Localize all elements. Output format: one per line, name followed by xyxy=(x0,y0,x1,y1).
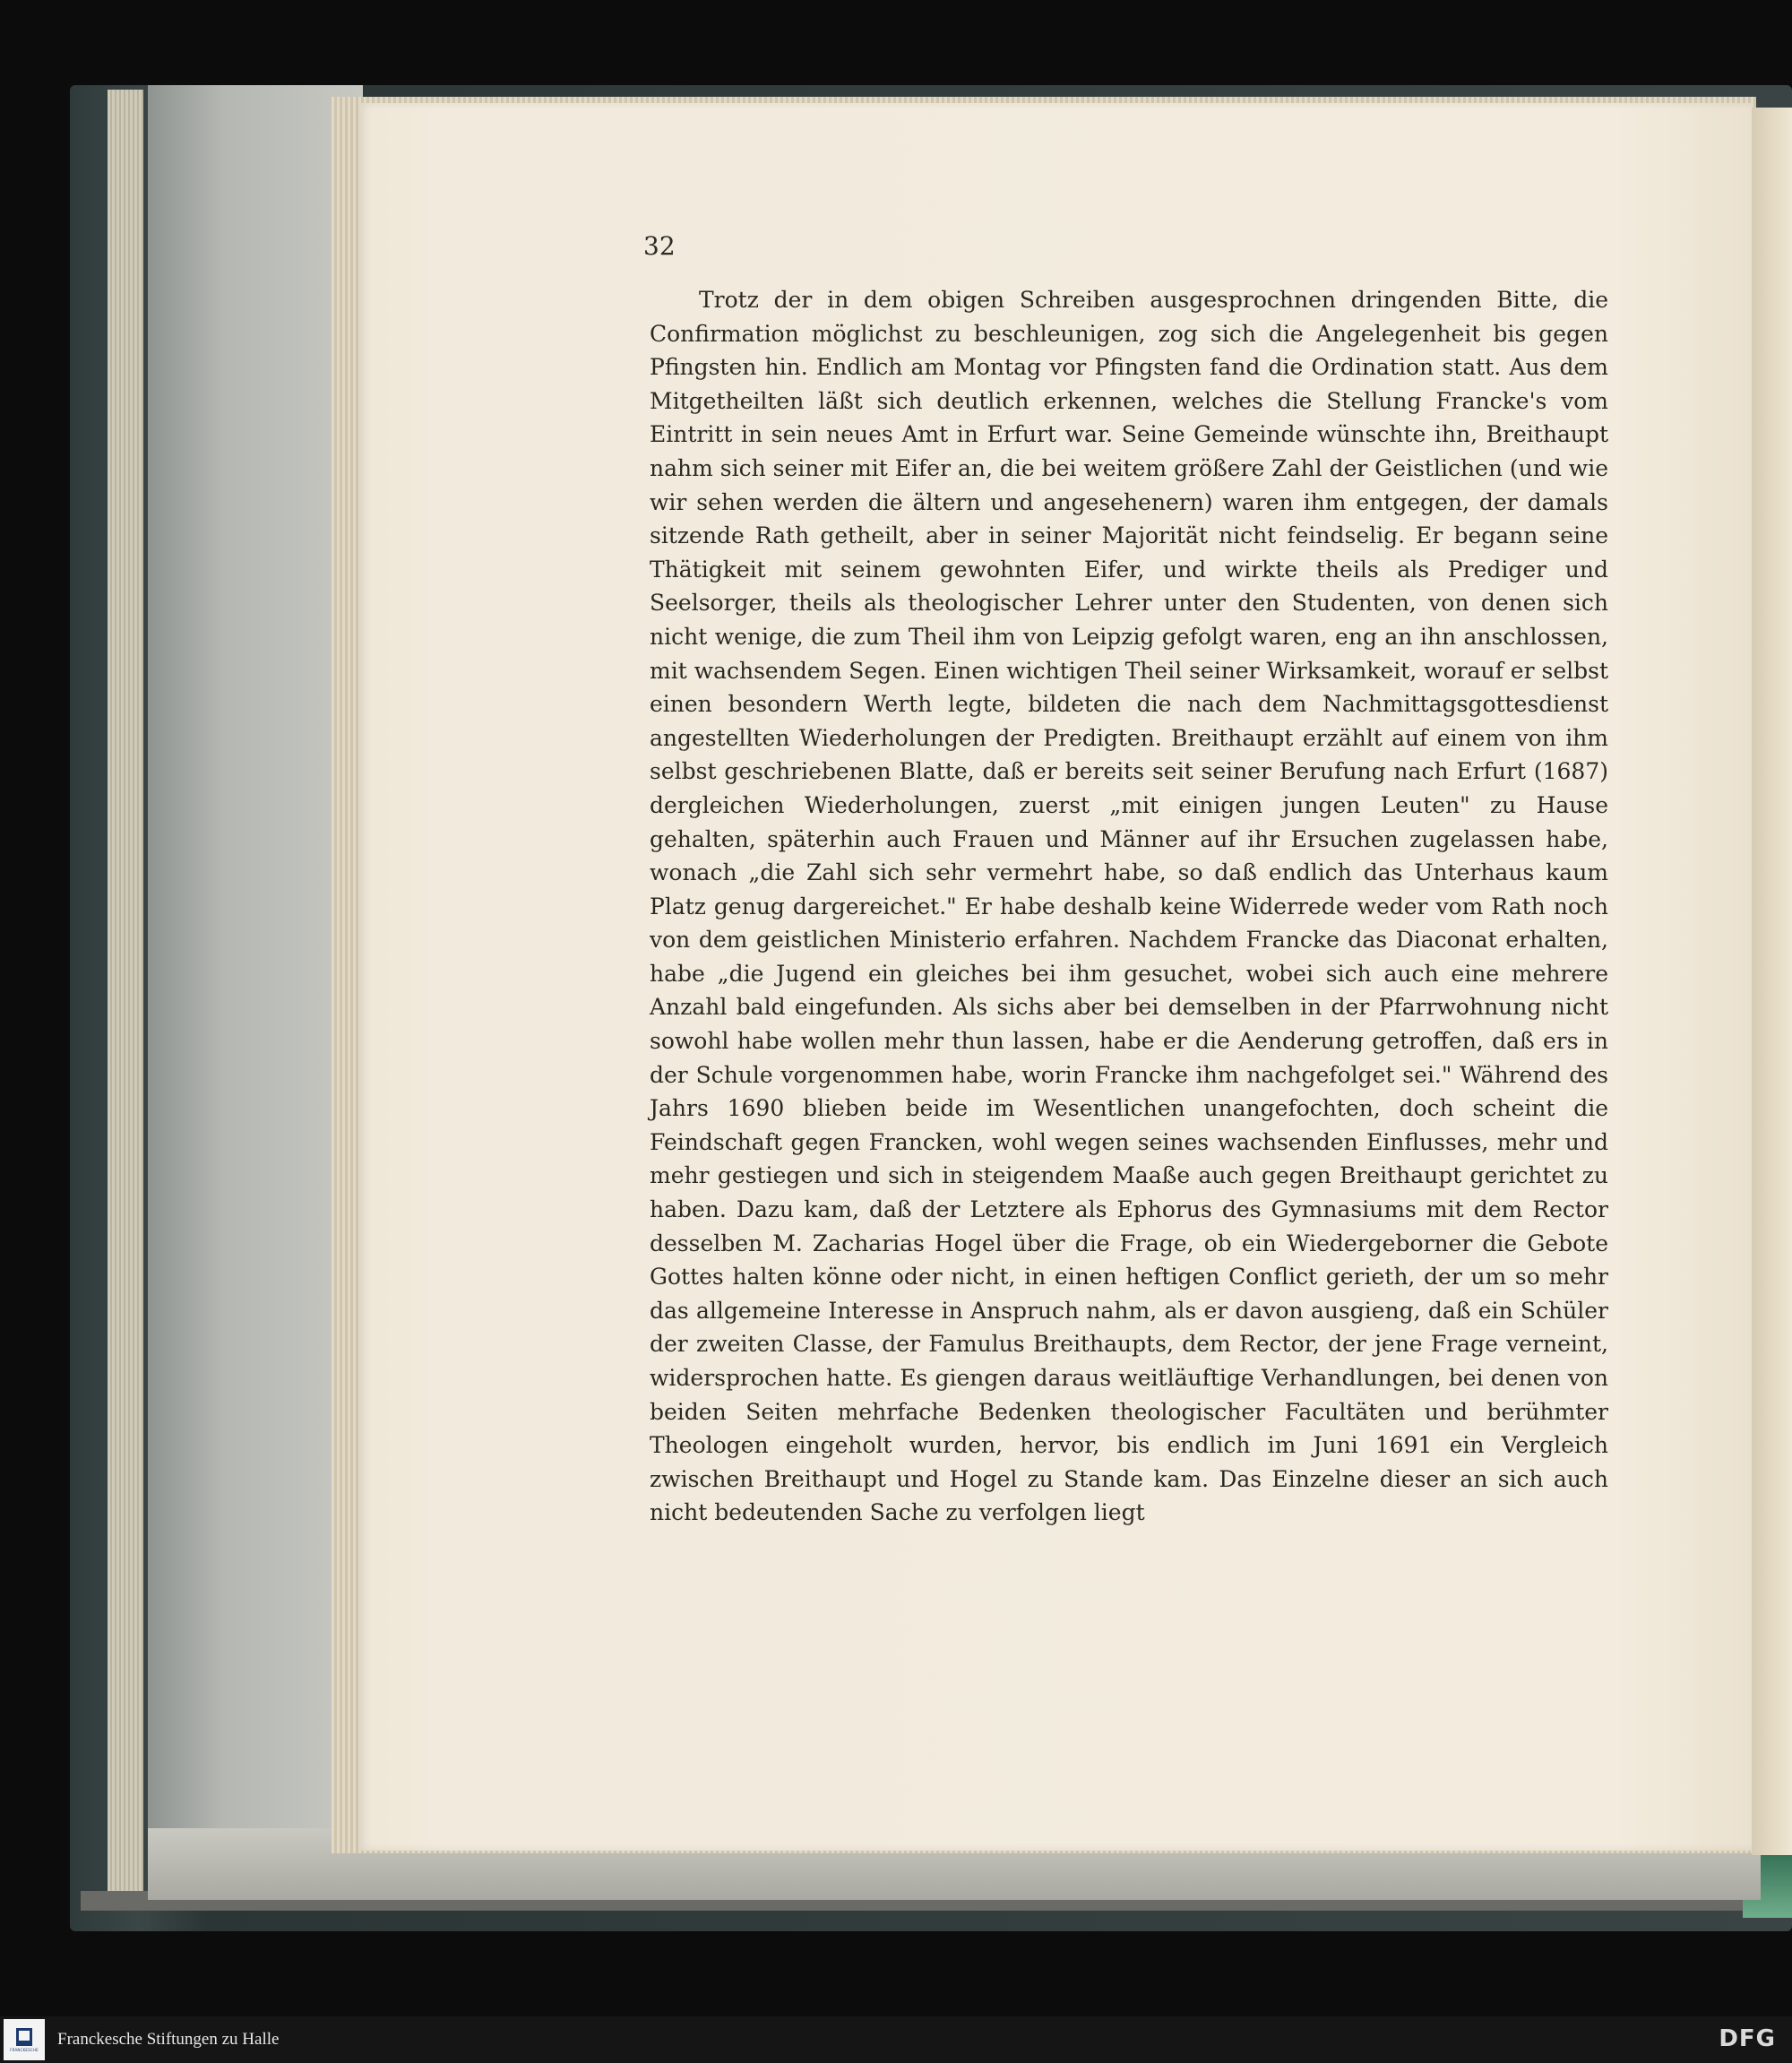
right-page-edge xyxy=(1752,108,1792,1855)
left-page-block xyxy=(108,90,143,1891)
left-page-edge xyxy=(148,85,363,1900)
institution-name[interactable]: Franckesche Stiftungen zu Halle xyxy=(57,2030,280,2049)
body-paragraph: Trotz der in dem obigen Schreiben ausgesprochnen dringenden Bitte, die Confirmation möglichst zu beschleunigen, zog sich die Angelegenheit bis gegen Pfingsten hin. Endlich am Montag vor Pfingsten fand die Ordination statt. Aus dem Mitgetheilten läßt sich deutlich erkennen, welches die Stellung Francke's vom Eintritt in sein neues Amt in Erfurt war. Seine Gemeinde wünschte ihn, Breithaupt nahm sich seiner mit Eifer an, die bei weitem größere Zahl der Geistlichen (und wie wir sehen werden die ältern und angesehenern) waren ihm entgegen, der damals sitzende Rath getheilt, aber in seiner Majorität nicht feindselig. Er begann seine Thätigkeit mit seinem gewohnten Eifer, und wirkte theils als Prediger und Seelsorger, theils als theologischer Lehrer unter den Studenten, von denen sich nicht wenige, die zum Theil ihm von Leipzig gefolgt waren, eng an ihn anschlossen, mit wachsendem Segen. Einen wichtigen Theil seiner Wirksamkeit, worauf er selbst einen besondern Werth legte, bildeten die nach dem Nachmittagsgottesdienst angestellten Wiederholungen der Predigten. Breithaupt erzählt auf einem von ihm selbst geschriebenen Blatte, daß er bereits seit seiner Berufung nach Erfurt (1687) dergleichen Wiederholungen, zuerst „mit einigen jungen Leuten" zu Hause gehalten, späterhin auch Frauen und Männer auf ihr Ersuchen zugelassen habe, wonach „die Zahl sich sehr vermehrt habe, so daß endlich das Unterhaus kaum Platz genug dargereichet." Er habe deshalb keine Widerrede weder vom Rath noch von dem geistlichen Ministerio erfahren. Nachdem Francke das Diaconat erhalten, habe „die Jugend ein gleiches bei ihm gesuchet, wobei sich auch eine mehrere Anzahl bald eingefunden. Als sichs aber bei demselben in der Pfarrwohnung nicht sowohl habe wollen mehr thun lassen, habe er die Aenderung getroffen, daß ers in der Schule vorgenommen habe, worin Francke ihm nachgefolget sei." Während des Jahrs 1690 blieben beide im Wesentlichen unangefochten, doch scheint die Feindschaft gegen Francken, wohl wegen seines wachsenden Einflusses, mehr und mehr gestiegen und sich in steigendem Maaße auch gegen Breithaupt gerichtet zu haben. Dazu kam, daß der Letztere als Ephorus des Gymnasiums mit dem Rector desselben M. Zacharias Hogel über die Frage, ob ein Wiedergeborner die Gebote Gottes halten könne oder nicht, in einen heftigen Conflict gerieth, der um so mehr das allgemeine Interesse in Anspruch nahm, als er davon ausgieng, daß ein Schüler der zweiten Classe, der Famulus Breithaupts, dem Rector, der jene Frage verneint, widersprochen hatte. Es giengen daraus weitläuftige Verhandlungen, bei denen von beiden Seiten mehrfache Bedenken theologischer Facultäten und berühmter Theologen eingeholt wurden, hervor, bis endlich im Juni 1691 ein Vergleich zwischen Breithaupt und Hogel zu Stande kam. Das Einzelne dieser an sich auch nicht bedeutenden Sache zu verfolgen liegt xyxy=(650,287,1608,1526)
dfg-logo[interactable]: DFG xyxy=(1719,2025,1776,2052)
building-icon xyxy=(16,2028,32,2046)
institution-logo[interactable] xyxy=(4,2019,45,2060)
page-number: 32 xyxy=(643,231,676,261)
logo-lettering: FRANCKESCHE xyxy=(10,2047,39,2052)
viewer-footer xyxy=(0,2016,1792,2063)
